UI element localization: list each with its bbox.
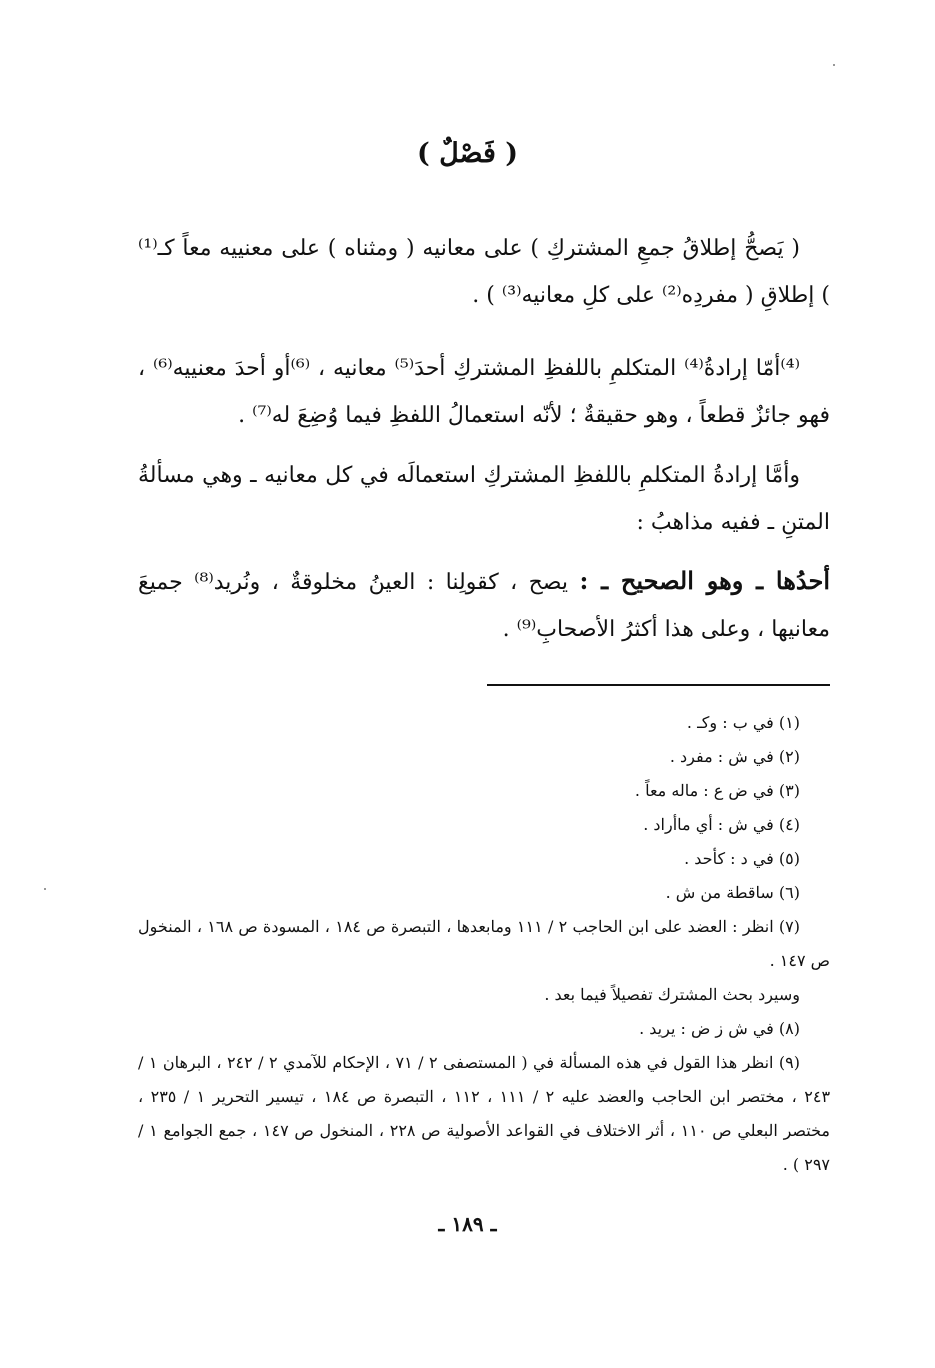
- scan-speck: [44, 888, 46, 890]
- paragraph-text: ⁽⁴⁾أمّا إرادةُ⁽⁴⁾ المتكلمِ باللفظِ المشتركِ أحدَ⁽⁵⁾ معانيه ، ⁽⁶⁾أو أحدَ معنييه⁽⁶⁾ ، فهو جائزٌ قطعاً ، وهو حقيقةٌ ؛ لأنّه استعمالُ اللفظِ فيما وُضِعَ له⁽⁷⁾ .: [138, 356, 830, 428]
- section-title: ( فَصْلٌ ): [416, 138, 519, 169]
- footnote-8: (٨) في ش ز ض : يريد .: [639, 1019, 800, 1038]
- footnote-2: (٢) في ش : مفرد .: [669, 747, 800, 766]
- paragraph-all-meanings: [138, 452, 830, 546]
- opinion-heading: أحدُها ـ وهو الصحيح ـ :: [579, 566, 831, 595]
- footnote-3: (٣) في ض ع : ماله معاً .: [634, 781, 800, 800]
- footnote-9: (٩) انظر هذا القول في هذه المسألة في ( المستصفى ٢ / ٧١ ، الإحكام للآمدي ٢ / ٢٤٢ ، البرهان ١ / ٢٤٣ ، مختصر ابن الحاجب والعضد عليه ٢ / ١١١ ، ١١٢ ، التبصرة ص ١٨٤ ، تيسير التحرير ١ / ٢٣٥ ، مختصر البعلي ص ١١٠ ، أثر الاختلاف في القواعد الأصولية ص ٢٢٨ ، المنخول ص ١٤٧ ، جمع الجوامع ١ / ٢٩٧ ) .: [138, 1053, 831, 1174]
- paragraph-text: ( يَصحُّ إطلاقُ جمعِ المشتركِ ) على معانيه ( ومثناه ) على معنييه معاً كـ⁽¹⁾ ) إطلاقِ ( مفردِه⁽²⁾ على كلِ معانيه⁽³⁾ ) .: [138, 236, 830, 308]
- paragraph-text: وأمَّا إرادةُ المتكلمِ باللفظِ المشتركِ استعمالَه في كل معانيه ـ وهي مسألةُ المتنِ ـ ففيه مذاهبُ :: [138, 463, 830, 535]
- paragraph-definition: [138, 225, 830, 319]
- paragraph-text: [138, 557, 830, 653]
- opinion-text: يصح ، كقولِنا : العينُ مخلوقةٌ ، ونُريد⁽⁸⁾ جميعَ معانيها ، وعلى هذا أكثرُ الأصحابِ⁽⁹⁾ .: [138, 570, 830, 642]
- paragraph-single-meaning: [138, 345, 830, 439]
- page-number: ـ ١٨٩ ـ: [438, 1212, 497, 1236]
- scan-speck: [833, 64, 835, 66]
- paragraph-first-opinion: [138, 557, 830, 653]
- footnote-6: (٦) ساقطة من ش .: [665, 883, 800, 902]
- footnote-divider: [487, 684, 830, 686]
- footnote-7: (٧) انظر : العضد على ابن الحاجب ٢ / ١١١ ومابعدها ، التبصرة ص ١٨٤ ، المسودة ص ١٦٨ ، المنخول ص ١٤٧ .: [138, 917, 830, 970]
- footnotes: [138, 706, 830, 1182]
- footnote-7-continuation: وسيرد بحث المشترك تفصيلاً فيما بعد .: [544, 985, 800, 1004]
- footnote-5: (٥) في د : كأحد .: [684, 849, 800, 868]
- footnote-4: (٤) في ش : أي ماأراد .: [643, 815, 800, 834]
- footnote-1: (١) في ب : وكـ .: [686, 713, 800, 732]
